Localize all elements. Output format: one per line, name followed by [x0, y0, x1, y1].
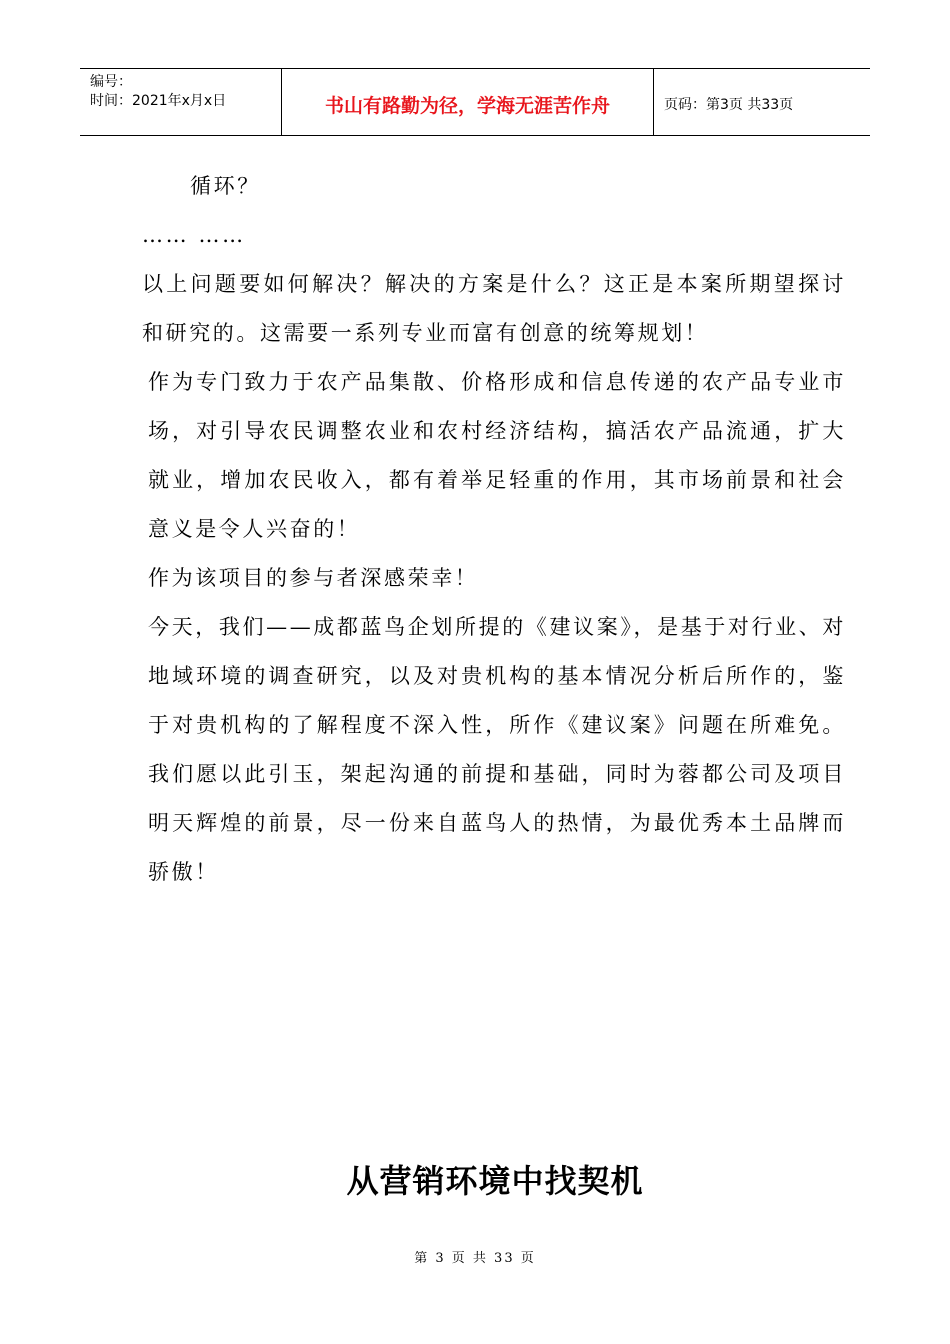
page-footer: 第 3 页 共 33 页 — [414, 1251, 536, 1266]
paragraph-6: 今天，我们——成都蓝鸟企划所提的《建议案》，是基于对行业、对地域环境的调查研究，以及对贵机构的基本情况分析后所作的，鉴于对贵机构的了解程度不深入性，所作《建议案》问题在所难免。我们愿以此引玉，架起沟通的前提和基础，同时为蓉都公司及项目明天辉煌的前景，尽一份来自蓝鸟人的热情，为最优秀本土品牌而骄傲！ — [148, 615, 846, 884]
paragraph-2: …… …… — [142, 223, 246, 247]
paragraph-1: 循环？ — [190, 174, 261, 198]
document-body — [106, 162, 846, 897]
paragraph-3: 以上问题要如何解决？解决的方案是什么？这正是本案所期望探讨和研究的。这需要一系列专业而富有创意的统筹规划！ — [142, 272, 846, 345]
header-code-label: 编号： — [90, 74, 132, 90]
paragraph-4: 作为专门致力于农产品集散、价格形成和信息传递的农产品专业市场，对引导农民调整农业和农村经济结构，搞活农产品流通，扩大就业，增加农民收入，都有着举足轻重的作用，其市场前景和社会意义是令人兴奋的！ — [148, 370, 846, 541]
page-header — [80, 68, 870, 136]
paragraph-5: 作为该项目的参与者深感荣幸！ — [148, 566, 479, 590]
header-meta-cell — [80, 69, 282, 135]
header-time-label: 时间：2021年x月x日 — [90, 93, 227, 109]
header-page-label: 页码：第3页 共33页 — [664, 97, 794, 113]
header-motto: 书山有路勤为径，学海无涯苦作舟 — [282, 69, 654, 135]
section-title: 从营销环境中找契机 — [346, 1162, 644, 1200]
